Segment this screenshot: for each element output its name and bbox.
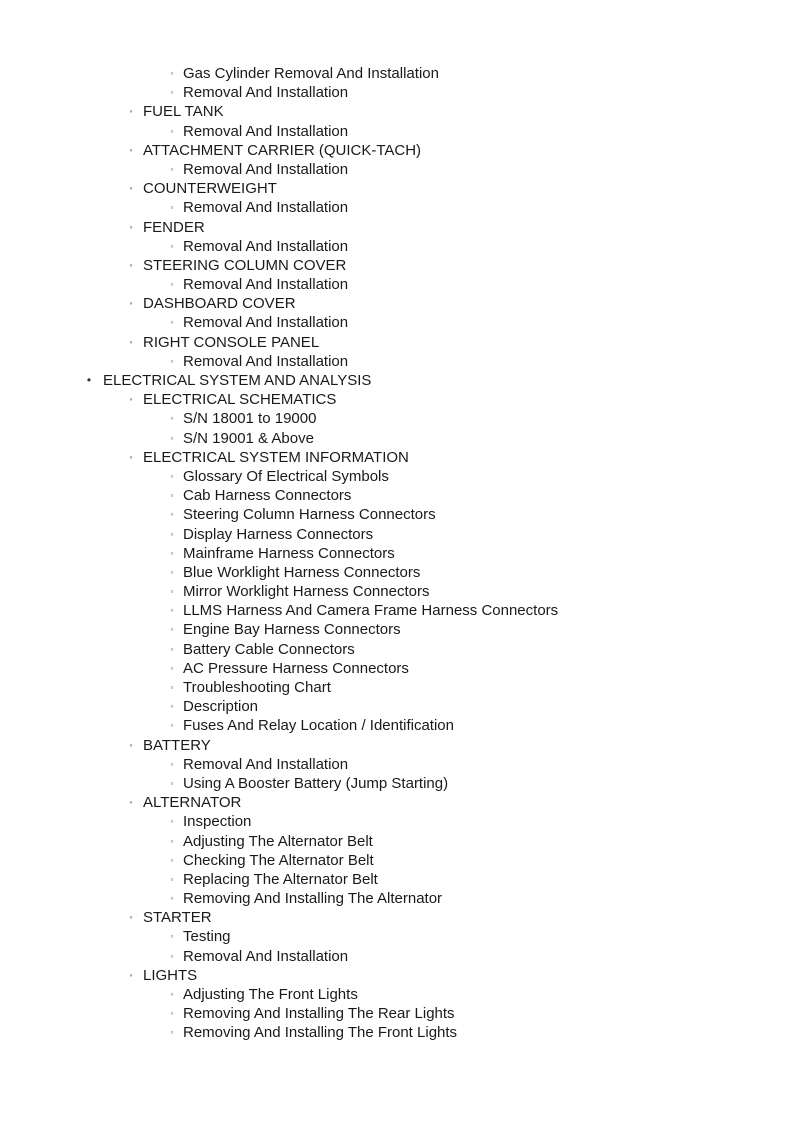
- hollow-circle-bullet-icon: ◦: [129, 451, 133, 462]
- hollow-square-bullet-icon: ▫: [170, 587, 174, 597]
- hollow-square-bullet-icon: ▫: [170, 69, 174, 78]
- toc-entry: [0, 467, 794, 486]
- toc-entry: [0, 889, 794, 908]
- toc-label: LIGHTS: [143, 966, 198, 984]
- table-of-contents: [0, 64, 794, 1043]
- toc-entry: [0, 313, 794, 332]
- toc-entry: [0, 870, 794, 889]
- toc-subsection: [0, 908, 794, 927]
- toc-label: Mainframe Harness Connectors: [183, 544, 395, 562]
- toc-label: STARTER: [143, 909, 212, 927]
- filled-bullet-icon: •: [86, 373, 92, 387]
- toc-label: Glossary Of Electrical Symbols: [183, 467, 389, 485]
- hollow-square-bullet-icon: ▫: [170, 836, 174, 846]
- hollow-square-bullet-icon: ▫: [170, 529, 174, 539]
- toc-label: ELECTRICAL SCHEMATICS: [143, 391, 337, 409]
- hollow-circle-bullet-icon: ◦: [129, 739, 133, 750]
- hollow-square-bullet-icon: ▫: [170, 433, 174, 443]
- toc-entry: [0, 160, 794, 179]
- hollow-square-bullet-icon: ▫: [170, 644, 174, 654]
- toc-entry: [0, 1004, 794, 1023]
- hollow-square-bullet-icon: ▫: [170, 471, 174, 481]
- hollow-square-bullet-icon: ▫: [170, 164, 174, 174]
- toc-label: ALTERNATOR: [143, 794, 242, 812]
- toc-entry: [0, 198, 794, 217]
- toc-label: FENDER: [143, 218, 205, 236]
- toc-label: DASHBOARD COVER: [143, 295, 296, 313]
- toc-label: S/N 18001 to 19000: [183, 410, 317, 428]
- toc-entry: [0, 601, 794, 620]
- toc-label: Display Harness Connectors: [183, 525, 374, 543]
- hollow-square-bullet-icon: ▫: [170, 874, 174, 884]
- hollow-square-bullet-icon: ▫: [170, 721, 174, 731]
- toc-entry: [0, 275, 794, 294]
- toc-entry: [0, 755, 794, 774]
- hollow-square-bullet-icon: ▫: [170, 663, 174, 673]
- hollow-circle-bullet-icon: ◦: [129, 797, 133, 808]
- hollow-square-bullet-icon: ▫: [170, 894, 174, 904]
- toc-entry: [0, 505, 794, 524]
- toc-label: Adjusting The Front Lights: [183, 986, 358, 1003]
- toc-subsection: [0, 179, 794, 198]
- toc-label: Removing And Installing The Rear Lights: [183, 1005, 455, 1023]
- toc-label: FUEL TANK: [143, 103, 224, 121]
- toc-label: Troubleshooting Chart: [183, 679, 331, 696]
- toc-label: Inspection: [183, 813, 252, 831]
- hollow-square-bullet-icon: ▫: [170, 203, 174, 213]
- hollow-square-bullet-icon: ▫: [170, 1009, 174, 1019]
- toc-label: Removing And Installing The Alternator: [183, 890, 443, 908]
- toc-entry: [0, 525, 794, 544]
- toc-label: Removing And Installing The Front Lights: [183, 1024, 458, 1042]
- toc-label: Removal And Installation: [183, 276, 349, 294]
- toc-subsection: [0, 793, 794, 812]
- toc-label: Removal And Installation: [183, 947, 349, 965]
- toc-label: Removal And Installation: [183, 755, 349, 773]
- hollow-square-bullet-icon: ▫: [170, 951, 174, 961]
- toc-label: Engine Bay Harness Connectors: [183, 621, 401, 639]
- hollow-circle-bullet-icon: ◦: [129, 221, 133, 232]
- toc-label: Removal And Installation: [183, 160, 349, 178]
- toc-label: ATTACHMENT CARRIER (QUICK-TACH): [143, 141, 422, 159]
- toc-label: ELECTRICAL SYSTEM AND ANALYSIS: [103, 372, 372, 389]
- hollow-square-bullet-icon: ▫: [170, 683, 174, 692]
- toc-subsection: [0, 333, 794, 352]
- toc-label: Cab Harness Connectors: [183, 487, 352, 505]
- hollow-square-bullet-icon: ▫: [170, 702, 174, 712]
- toc-entry: [0, 716, 794, 735]
- toc-subsection: [0, 294, 794, 313]
- toc-entry: [0, 620, 794, 639]
- hollow-square-bullet-icon: ▫: [170, 510, 174, 520]
- hollow-circle-bullet-icon: ◦: [129, 106, 133, 117]
- toc-label: Adjusting The Alternator Belt: [183, 832, 373, 850]
- toc-subsection: [0, 966, 794, 985]
- hollow-circle-bullet-icon: ◦: [129, 298, 133, 309]
- hollow-square-bullet-icon: ▫: [170, 1028, 174, 1038]
- toc-label: S/N 19001 & Above: [183, 429, 314, 447]
- toc-subsection: [0, 141, 794, 160]
- toc-subsection: [0, 102, 794, 121]
- toc-section: [0, 371, 794, 390]
- toc-entry: [0, 409, 794, 428]
- hollow-square-bullet-icon: ▫: [170, 548, 174, 558]
- hollow-square-bullet-icon: ▫: [170, 606, 174, 616]
- toc-label: LLMS Harness And Camera Frame Harness Connectors: [183, 602, 559, 620]
- hollow-square-bullet-icon: ▫: [170, 88, 174, 98]
- toc-entry: [0, 927, 794, 946]
- toc-entry: [0, 697, 794, 716]
- toc-entry: [0, 678, 794, 697]
- hollow-square-bullet-icon: ▫: [170, 990, 174, 999]
- toc-label: Removal And Installation: [183, 84, 349, 102]
- toc-label: RIGHT CONSOLE PANEL: [143, 333, 320, 351]
- toc-label: Replacing The Alternator Belt: [183, 870, 378, 888]
- toc-entry: [0, 812, 794, 831]
- toc-subsection: [0, 448, 794, 467]
- toc-entry: [0, 352, 794, 371]
- toc-entry: [0, 659, 794, 678]
- toc-label: Removal And Installation: [183, 314, 349, 332]
- toc-label: Testing: [183, 928, 231, 946]
- hollow-square-bullet-icon: ▫: [170, 126, 174, 136]
- hollow-square-bullet-icon: ▫: [170, 414, 174, 424]
- toc-entry: [0, 774, 794, 793]
- toc-label: Removal And Installation: [183, 122, 349, 140]
- hollow-square-bullet-icon: ▫: [170, 567, 174, 577]
- toc-entry: [0, 83, 794, 102]
- hollow-square-bullet-icon: ▫: [170, 241, 174, 251]
- toc-entry: [0, 985, 794, 1004]
- toc-entry: [0, 832, 794, 851]
- toc-subsection: [0, 736, 794, 755]
- toc-label: Steering Column Harness Connectors: [183, 506, 436, 524]
- toc-entry: [0, 237, 794, 256]
- hollow-square-bullet-icon: ▫: [170, 491, 174, 501]
- toc-label: STEERING COLUMN COVER: [143, 256, 347, 274]
- hollow-circle-bullet-icon: ◦: [129, 144, 133, 155]
- toc-label: Description: [183, 698, 259, 716]
- toc-label: Fuses And Relay Location / Identification: [183, 717, 454, 735]
- toc-entry: [0, 582, 794, 601]
- hollow-circle-bullet-icon: ◦: [129, 259, 133, 270]
- toc-entry: [0, 640, 794, 659]
- toc-label: COUNTERWEIGHT: [143, 180, 277, 198]
- toc-label: Blue Worklight Harness Connectors: [183, 563, 421, 581]
- hollow-circle-bullet-icon: ◦: [129, 969, 133, 980]
- toc-entry: [0, 429, 794, 448]
- toc-subsection: [0, 256, 794, 275]
- toc-label: Using A Booster Battery (Jump Starting): [183, 774, 449, 792]
- toc-entry: [0, 544, 794, 563]
- hollow-circle-bullet-icon: ◦: [129, 336, 133, 347]
- hollow-square-bullet-icon: ▫: [170, 759, 174, 769]
- hollow-square-bullet-icon: ▫: [170, 318, 174, 328]
- toc-label: Removal And Installation: [183, 237, 349, 255]
- hollow-square-bullet-icon: ▫: [170, 625, 174, 635]
- toc-label: Gas Cylinder Removal And Installation: [183, 65, 439, 82]
- hollow-square-bullet-icon: ▫: [170, 932, 174, 942]
- toc-label: BATTERY: [143, 736, 211, 754]
- toc-label: Mirror Worklight Harness Connectors: [183, 583, 430, 601]
- hollow-circle-bullet-icon: ◦: [129, 394, 133, 405]
- toc-label: AC Pressure Harness Connectors: [183, 659, 409, 677]
- hollow-square-bullet-icon: ▫: [170, 778, 174, 788]
- hollow-square-bullet-icon: ▫: [170, 855, 174, 865]
- toc-label: Checking The Alternator Belt: [183, 851, 374, 869]
- toc-label: Removal And Installation: [183, 199, 349, 217]
- toc-subsection: [0, 390, 794, 409]
- hollow-square-bullet-icon: ▫: [170, 280, 174, 290]
- toc-entry: [0, 563, 794, 582]
- toc-subsection: [0, 218, 794, 237]
- toc-entry: [0, 122, 794, 141]
- toc-label: ELECTRICAL SYSTEM INFORMATION: [143, 448, 409, 466]
- hollow-square-bullet-icon: ▫: [170, 356, 174, 366]
- toc-entry: [0, 1023, 794, 1042]
- toc-entry: [0, 947, 794, 966]
- toc-entry: [0, 64, 794, 83]
- toc-entry: [0, 851, 794, 870]
- hollow-circle-bullet-icon: ◦: [129, 912, 133, 923]
- hollow-square-bullet-icon: ▫: [170, 817, 174, 827]
- toc-label: Battery Cable Connectors: [183, 640, 355, 658]
- toc-label: Removal And Installation: [183, 352, 349, 370]
- toc-entry: [0, 486, 794, 505]
- hollow-circle-bullet-icon: ◦: [129, 183, 133, 194]
